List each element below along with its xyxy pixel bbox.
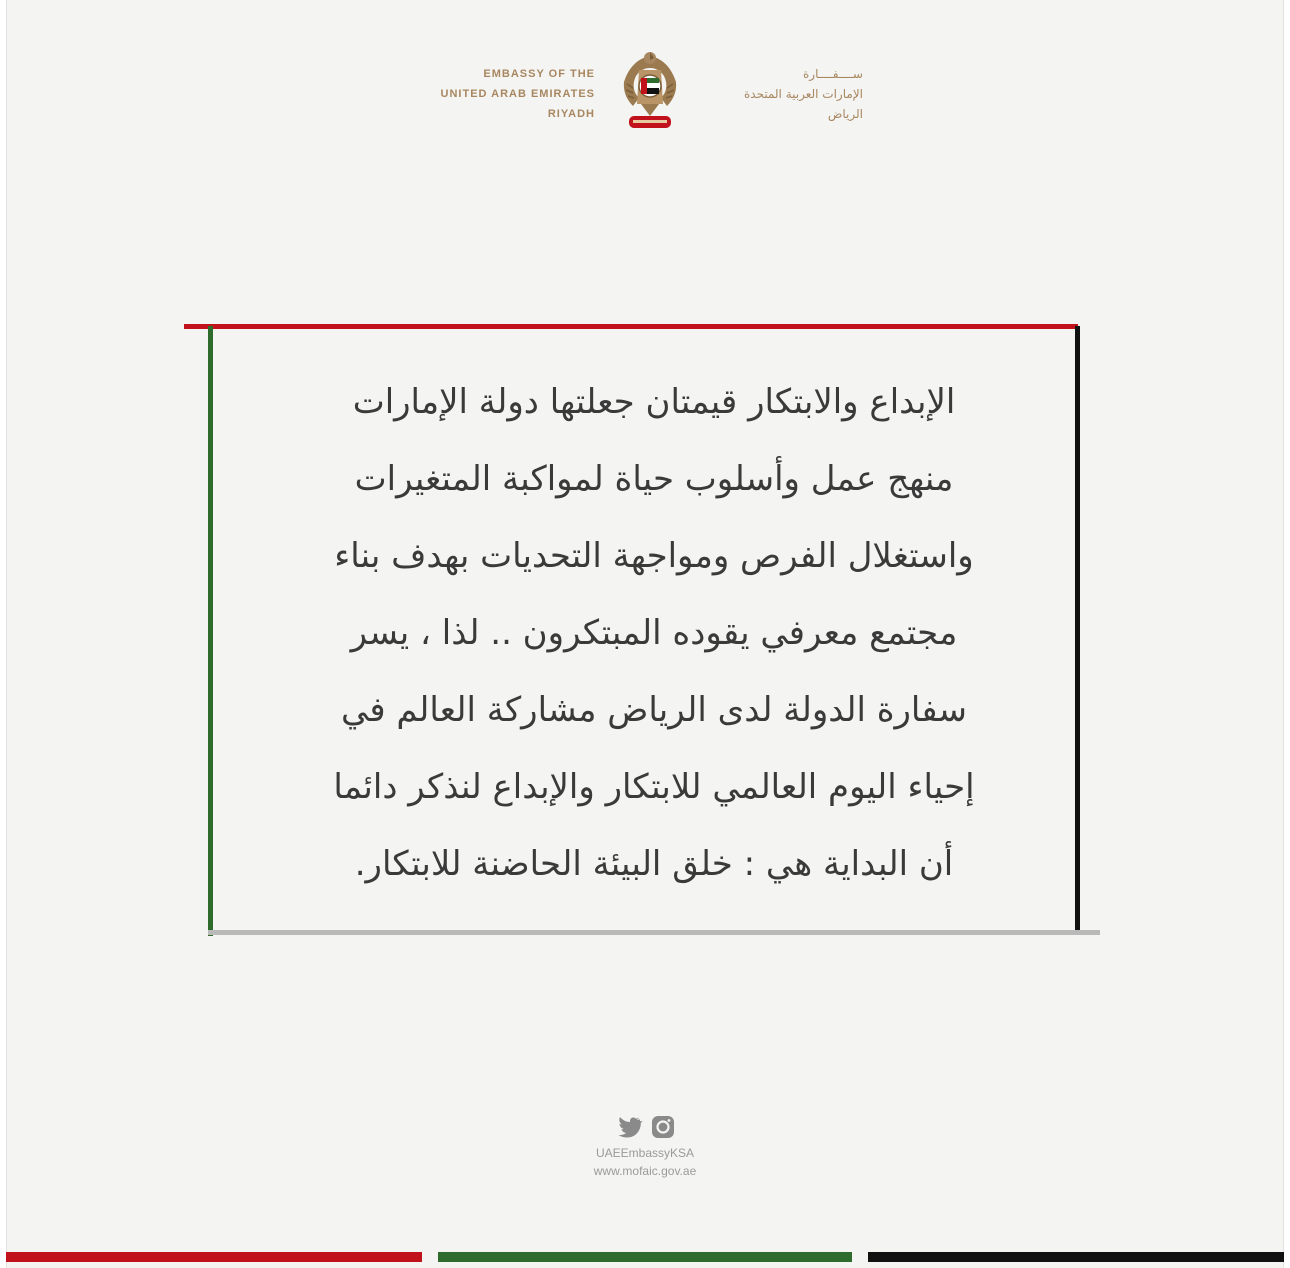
social-handle[interactable]: UAEEmbassyKSA xyxy=(595,1146,695,1160)
bottom-bar-red xyxy=(6,1252,422,1262)
twitter-icon[interactable] xyxy=(619,1117,643,1138)
message-line: الإبداع والابتكار قيمتان جعلتها دولة الإمارات xyxy=(352,382,956,422)
bottom-bar-black xyxy=(868,1252,1284,1262)
social-icons xyxy=(612,1112,682,1142)
frame-left-green-line xyxy=(208,326,213,936)
frame-bottom-grey-line xyxy=(208,930,1100,935)
header-arabic xyxy=(693,64,863,124)
message-line: منهج عمل وأسلوب حياة لمواكبة المتغيرات xyxy=(354,459,954,499)
message-line: أن البداية هي : خلق البيئة الحاضنة للابتكار. xyxy=(354,844,954,884)
header-english xyxy=(441,64,595,124)
message-frame xyxy=(184,324,1104,938)
uae-eagle-emblem-icon xyxy=(619,48,681,134)
message-line: مجتمع معرفي يقوده المبتكرون .. لذا ، يسر xyxy=(350,613,958,653)
frame-right-black-line xyxy=(1075,326,1080,930)
header-ar-line-2: الإمارات العربية المتحدة xyxy=(744,87,863,101)
header-ar-line-3: الرياض xyxy=(827,107,863,121)
message-line: واستغلال الفرص ومواجهة التحديات بهدف بناء xyxy=(334,536,974,576)
header-en-line-3: RIYADH xyxy=(547,108,595,120)
message-line: إحياء اليوم العالمي للابتكار والإبداع لنذكر دائما xyxy=(333,767,975,807)
instagram-icon[interactable] xyxy=(652,1116,674,1138)
message-text xyxy=(244,364,1064,903)
embassy-header xyxy=(7,46,1283,136)
message-line: سفارة الدولة لدى الرياض مشاركة العالم في xyxy=(341,690,967,730)
header-en-line-1: EMBASSY OF THE xyxy=(483,68,595,80)
header-en-line-2: UNITED ARAB EMIRATES xyxy=(440,88,595,100)
header-ar-line-1: ســــفــــارة xyxy=(803,67,863,81)
frame-top-red-line xyxy=(184,324,1078,329)
bottom-bar-green xyxy=(438,1252,852,1262)
website-link[interactable]: www.mofaic.gov.ae xyxy=(593,1164,697,1178)
